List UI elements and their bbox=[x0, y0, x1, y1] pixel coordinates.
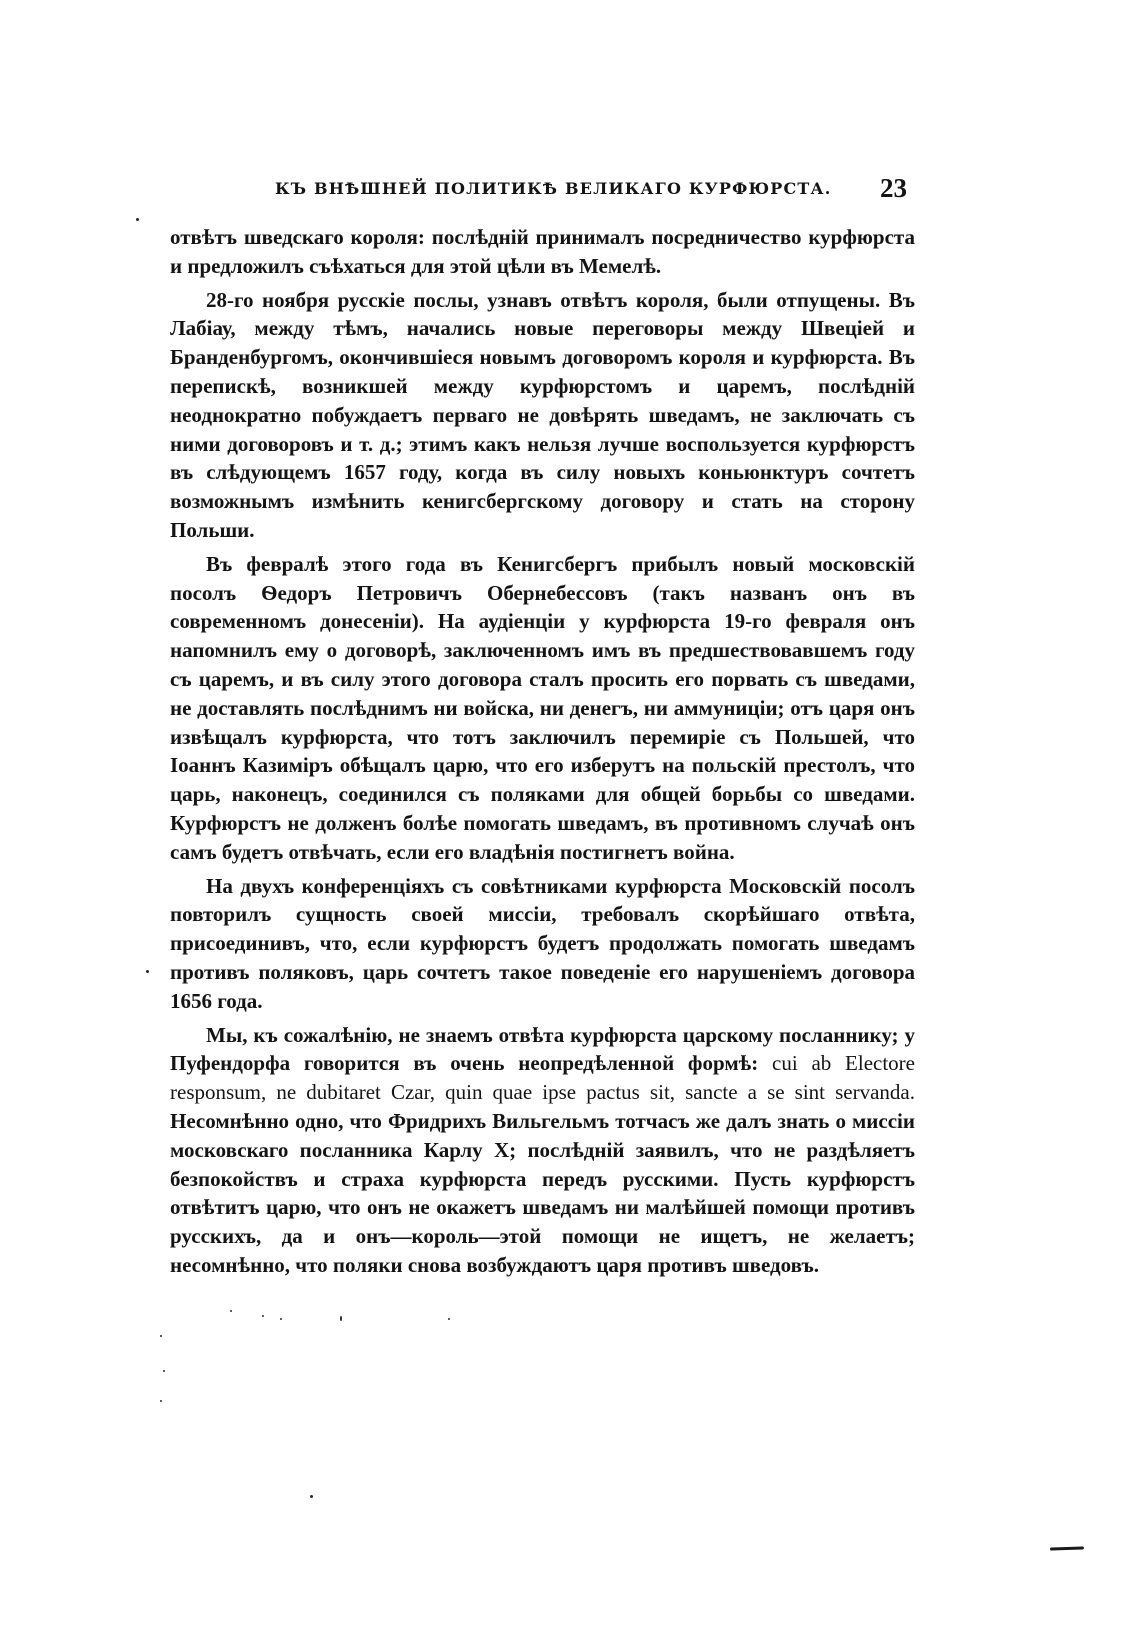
scan-speck bbox=[340, 1316, 342, 1321]
scan-speck bbox=[262, 1315, 264, 1317]
scan-speck bbox=[310, 1495, 313, 1498]
scan-speck bbox=[160, 1400, 162, 1402]
body-text bbox=[170, 223, 915, 1285]
paragraph-3: Въ февралѣ этого года въ Кенигсбергъ прибылъ новый московскій посолъ Ѳедоръ Петровичъ Обернебессовъ (такъ названъ онъ въ современномъ донесеніи). На аудіенціи у курфюрста 19-го февраля онъ напомнилъ ему о договорѣ, заключенномъ имъ въ предшествовавшемъ году съ царемъ, и въ силу этого договора сталъ просить его порвать съ шведами, не доставлять послѣднимъ ни войска, ни денегъ, ни аммуниціи; отъ царя онъ извѣщалъ курфюрста, что тотъ заключилъ перемиріе съ Польшей, что Іоаннъ Казиміръ обѣщалъ царю, что его изберутъ на польскій престолъ, что царь, наконецъ, соединился съ поляками для общей борьбы со шведами. Курфюрстъ не долженъ болѣе помогать шведамъ, въ противномъ случаѣ онъ самъ будетъ отвѣчать, если его владѣнія постигнетъ война. bbox=[170, 551, 915, 864]
scan-speck bbox=[163, 1370, 165, 1372]
paragraph-1: отвѣтъ шведскаго короля: послѣдній принималъ посредничество курфюрста и предложилъ съѣхаться для этой цѣли въ Мемелѣ. bbox=[170, 225, 915, 278]
paragraph-5-end: Несомнѣнно одно, что Фридрихъ Вильгельмъ тотчасъ же далъ знать о миссіи московскаго посланника Карлу X; послѣдній заявилъ, что не раздѣляетъ безпокойствъ и страха курфюрста передъ русскими. Пусть курфюрстъ отвѣтитъ царю, что онъ не окажетъ шведамъ ни малѣйшей помощи противъ русскихъ, да и онъ—король—этой помощи не ищетъ, не желаетъ; несомнѣнно, что поляки снова возбуждаютъ царя противъ шведовъ. bbox=[170, 1108, 915, 1277]
scan-speck bbox=[146, 970, 149, 973]
scan-speck bbox=[448, 1318, 450, 1320]
page-header bbox=[170, 173, 915, 207]
scan-speck bbox=[136, 218, 139, 221]
scan-edge-mark bbox=[1050, 1546, 1084, 1550]
paragraph-5-start: Мы, къ сожалѣнію, не знаемъ отвѣта курфюрста царскому посланнику; у Пуфендорфа говорится въ очень неопредѣленной формѣ: bbox=[170, 1022, 915, 1076]
scan-speck bbox=[160, 1335, 162, 1337]
scan-speck bbox=[230, 1310, 232, 1312]
scan-speck bbox=[280, 1318, 282, 1320]
paragraph-4: На двухъ конференціяхъ съ совѣтниками курфюрста Московскій посолъ повторилъ сущность своей миссіи, требовалъ скорѣйшаго отвѣта, присоединивъ, что, если курфюрстъ будетъ продолжать помогать шведамъ противъ поляковъ, царь сочтетъ такое поведеніе его нарушеніемъ договора 1656 года. bbox=[170, 873, 915, 1013]
paragraph-5 bbox=[170, 1021, 915, 1280]
page-number: 23 bbox=[880, 173, 907, 203]
running-title: КЪ ВНѢШНЕЙ ПОЛИТИКѢ ВЕЛИКАГО КУРФЮРСТА. bbox=[275, 179, 832, 198]
paragraph-2: 28-го ноября русскіе послы, узнавъ отвѣтъ короля, были отпущены. Въ Лабіау, между тѣмъ, начались новые переговоры между Швеціей и Бранденбургомъ, окончившіеся новымъ договоромъ короля и курфюрста. Въ перепискѣ, возникшей между курфюрстомъ и царемъ, послѣдній неоднократно побуждаетъ перваго не довѣрять шведамъ, не заключать съ ними договоровъ и т. д.; этимъ какъ нельзя лучше воспользуется курфюрстъ въ слѣдующемъ 1657 году, когда въ силу новыхъ коньюнктуръ сочтетъ возможнымъ измѣнить кенигсбергскому договору и стать на сторону Польши. bbox=[170, 287, 915, 542]
latin-quotation: cui ab Electore responsum, ne dubitaret Czar, quin quae ipse pactus sit, sancte a se sint servanda. bbox=[170, 1051, 915, 1105]
